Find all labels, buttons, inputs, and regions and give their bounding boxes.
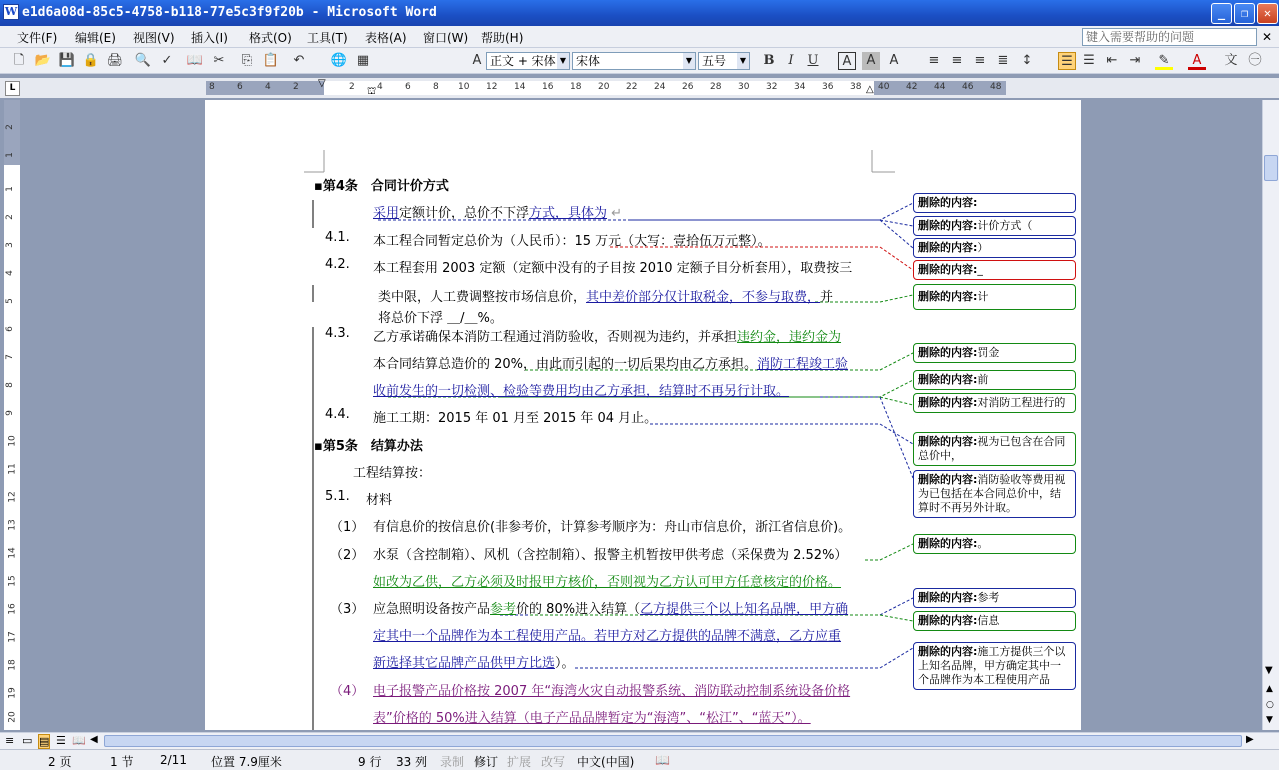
browse-object-icon[interactable]: ○ [1266, 700, 1274, 710]
reading-view-icon[interactable]: 📖 [72, 734, 86, 747]
menu-format[interactable]: 格式(O) [249, 31, 292, 45]
ruler-tick: 30 [738, 82, 750, 92]
text-run: 定额计价，总价不下浮 [399, 206, 530, 221]
increase-indent-icon[interactable]: ⇥ [1129, 53, 1141, 68]
ruler-tick: 10 [458, 82, 470, 92]
text-run: 乙方承诺确保本消防工程通过消防验收，否则视为违约，并承担 [373, 330, 738, 345]
ruler-tick: 11 [7, 463, 18, 475]
ruler-tick: 8 [433, 82, 439, 92]
permission-icon[interactable]: 🔒 [82, 53, 100, 68]
balloon-text: 施工方提供三个以上知名品牌，甲方确定其中一个品牌作为本工程使用产品 [918, 645, 1066, 686]
inserted-text: 参考 [490, 602, 517, 617]
menu-tools[interactable]: 工具(T) [307, 31, 348, 45]
horizontal-scrollbar[interactable] [0, 732, 1279, 749]
article-4-heading: ▪第4条 合同计价方式 [314, 179, 449, 194]
balloon-text: _ [977, 263, 983, 276]
status-page: 2 页 [48, 755, 72, 769]
print-icon[interactable]: 🖨 [106, 53, 124, 68]
web-view-icon[interactable]: ▭ [22, 734, 33, 747]
text-run: 并 [820, 290, 834, 305]
ruler-tick: 16 [7, 603, 18, 615]
ruler-tick: 5 [4, 298, 15, 304]
size-value: 五号 [702, 54, 727, 68]
word-app-icon[interactable]: W [4, 5, 18, 18]
save-icon[interactable]: 💾 [58, 53, 76, 68]
minimize-button[interactable]: _ [1211, 3, 1232, 24]
deletion-balloon[interactable] [913, 370, 1076, 390]
paragraph [373, 598, 848, 617]
balloon-text: 对消防工程进行的 [977, 396, 1066, 409]
article-4-title: 第4条 合同计价方式 [322, 179, 449, 194]
scroll-thumb[interactable] [1264, 155, 1278, 181]
spelling-icon[interactable]: ✓ [161, 53, 173, 68]
inserted-paragraph: 如改为乙供，乙方必须及时报甲方核价，否则视为乙方认可甲方任意核定的价格。 [373, 575, 842, 590]
ruler-tick: 24 [654, 82, 666, 92]
balloon-label: 删除的内容: [918, 537, 978, 550]
inserted-text: 消防工程竣工验 [757, 357, 849, 372]
ruler-tick: 40 [878, 82, 890, 92]
ruler-tick: 6 [4, 326, 15, 332]
ruler-tick: 15 [7, 575, 18, 587]
balloon-label: 删除的内容: [918, 435, 978, 448]
cut-icon[interactable]: ✂ [213, 53, 225, 68]
ruler-tick: 20 [598, 82, 610, 92]
ruler-tick: 2 [4, 214, 15, 220]
ruler-tick: 10 [7, 435, 18, 447]
align-center-icon[interactable]: ≡ [951, 53, 963, 68]
balloon-text: 。 [977, 537, 989, 550]
inserted-text: 新选择其它品牌产品供甲方比选 [373, 656, 556, 671]
status-track-changes[interactable]: 修订 [474, 755, 499, 769]
ruler-tick: 2 [4, 124, 15, 130]
paragraph: 将总价下浮 ＿/＿%。 [378, 311, 503, 326]
text-run: 类中限，人工费调整按市场信息价， [378, 290, 587, 305]
ruler-tick: 6 [405, 82, 411, 92]
status-extend[interactable]: 扩展 [507, 755, 532, 769]
window-title: e1d6a08d-85c5-4758-b118-77e5c3f9f20b - Microsoft Word [22, 5, 437, 20]
balloon-text: 罚金 [977, 346, 1000, 359]
ruler-tick: 26 [682, 82, 694, 92]
ruler-tick: 12 [486, 82, 498, 92]
ruler-tick: 17 [7, 631, 18, 643]
decrease-indent-icon[interactable]: ⇤ [1106, 53, 1118, 68]
deletion-balloon[interactable] [913, 393, 1076, 413]
first-indent-marker[interactable]: ▽ [318, 78, 326, 89]
ruler-tick: 8 [4, 382, 15, 388]
ruler-tick: 42 [906, 82, 918, 92]
chevron-down-icon[interactable]: ▼ [737, 53, 749, 69]
bullets-icon[interactable]: ☰ [1083, 53, 1095, 68]
deletion-balloon[interactable] [913, 284, 1076, 310]
inserted-paragraph: 收前发生的一切检测、检验等费用均由乙方承担，结算时不再另行计取。 [373, 384, 790, 399]
inserted-text: 乙方提供三个以上知名品牌，甲方确 [640, 602, 849, 617]
deletion-balloon[interactable] [913, 611, 1076, 631]
char-border-icon[interactable]: A [838, 52, 856, 70]
deletion-balloon[interactable] [913, 260, 1076, 280]
new-document-icon[interactable]: 🗋 [13, 53, 25, 68]
menu-view[interactable]: 视图(V) [133, 31, 175, 45]
paragraph: 本工程套用 2003 定额（定额中没有的子目按 2010 定额子目分析套用），取费按三 [373, 261, 853, 276]
balloon-label: 删除的内容: [918, 645, 978, 658]
copy-icon[interactable]: ⎘ [241, 53, 253, 68]
justify-icon[interactable]: ≣ [997, 53, 1009, 68]
hanging-indent-marker[interactable]: ⛫ [367, 86, 377, 97]
ruler-tick: 13 [7, 519, 18, 531]
balloon-label: 删除的内容: [918, 219, 978, 232]
chevron-down-icon[interactable]: ▼ [683, 53, 695, 69]
menu-file[interactable]: 文件(F) [17, 31, 58, 45]
balloon-label: 删除的内容: [918, 290, 978, 303]
vertical-scrollbar[interactable] [1262, 100, 1279, 730]
balloon-text: 消防验收等费用视为已包括在本合同总价中，结算时不再另外计取。 [918, 473, 1066, 514]
ruler-tick: 4 [377, 82, 383, 92]
ruler-tick: 38 [850, 82, 862, 92]
close-button[interactable]: ✕ [1257, 3, 1278, 24]
menu-help[interactable]: 帮助(H) [481, 31, 524, 45]
balloon-text: 参考 [977, 591, 1000, 604]
scroll-left-arrow-icon[interactable]: ◀ [90, 734, 98, 745]
paragraph: 施工工期：2015 年 01 月至 2015 年 04 月止。 [373, 411, 658, 426]
inserted-text: 违约金，违约金为 [737, 330, 842, 345]
italic-button[interactable]: I [788, 53, 794, 68]
paragraph: 材料 [366, 493, 393, 508]
print-layout-icon[interactable]: ▤ [39, 735, 50, 748]
ruler-tick: 2 [293, 82, 299, 92]
scroll-down-arrow-icon[interactable]: ▼ [1265, 665, 1273, 676]
ruler-tick: 3 [4, 242, 15, 248]
enclose-char-icon[interactable]: ㊀ [1248, 53, 1262, 68]
ruler-tick: 2 [349, 82, 355, 92]
balloon-text: ） [977, 241, 989, 254]
balloon-text: 信息 [977, 614, 1000, 627]
balloon-text: 前 [977, 373, 989, 386]
prev-page-icon[interactable]: ▲ [1266, 684, 1273, 694]
ruler-tick: 4 [265, 82, 271, 92]
balloon-label: 删除的内容: [918, 196, 978, 209]
help-search-input[interactable]: 键入需要帮助的问题 [1082, 28, 1257, 46]
ruler-tick: 18 [7, 659, 18, 671]
align-left-icon[interactable]: ≡ [928, 53, 940, 68]
status-bar [0, 749, 1279, 770]
balloon-text: 计价方式（ [977, 219, 1033, 232]
right-indent-marker[interactable]: △ [866, 84, 874, 95]
hyperlink-icon[interactable]: 🌐 [330, 53, 348, 68]
item-number: （3） [330, 602, 365, 617]
normal-view-icon[interactable]: ≡ [5, 734, 15, 747]
inserted-paragraph: 定其中一个品牌作为本工程使用产品。若甲方对乙方提供的品牌不满意，乙方应重 [373, 629, 842, 644]
bold-button[interactable]: B [763, 53, 775, 68]
balloon-label: 删除的内容: [918, 396, 978, 409]
ruler-tick: 34 [794, 82, 806, 92]
font-value: 宋体 [576, 54, 601, 68]
paragraph: 新选择其它品牌产品供甲方比选）。 [373, 656, 575, 671]
inserted-text: 其中差价部分仅计取税金，不参与取费， [586, 290, 821, 305]
font-color-icon[interactable]: A [1188, 52, 1206, 70]
status-line: 9 行 [358, 755, 382, 769]
ruler-tick: 14 [514, 82, 526, 92]
menu-edit[interactable]: 编辑(E) [75, 31, 116, 45]
deletion-balloon[interactable] [913, 642, 1076, 690]
underline-button[interactable]: U [807, 53, 819, 68]
ruler-tick: 6 [237, 82, 243, 92]
item-number: （2） [330, 548, 365, 563]
deletion-balloon[interactable] [913, 470, 1076, 518]
outline-view-icon[interactable]: ☰ [56, 734, 66, 747]
balloon-label: 删除的内容: [918, 263, 978, 276]
paragraph: 采用定额计价，总价不下浮方式，具体为 ↵ [373, 206, 623, 221]
deletion-balloon[interactable] [913, 216, 1076, 236]
highlight-icon[interactable]: ✎ [1155, 52, 1173, 70]
balloon-label: 删除的内容: [918, 241, 978, 254]
inserted-paragraph: 电子报警产品价格按 2007 年“海湾火灾自动报警系统、消防联动控制系统设备价格 [373, 684, 851, 699]
ruler-tick: 48 [990, 82, 1002, 92]
ruler-tick: 46 [962, 82, 974, 92]
text-run: 应急照明设备按产品 [373, 602, 491, 617]
paste-icon[interactable]: 📋 [262, 53, 280, 68]
styles-icon[interactable]: A [472, 53, 482, 68]
item-number: （1） [330, 520, 365, 535]
close-doc-icon[interactable]: ✕ [1262, 30, 1273, 44]
menu-window[interactable]: 窗口(W) [423, 31, 469, 45]
clause-number: 4.3. [325, 326, 350, 341]
ruler-tick: 22 [626, 82, 638, 92]
balloon-label: 删除的内容: [918, 591, 978, 604]
spelling-status-icon[interactable]: 📖 [655, 753, 670, 767]
balloon-text: 计 [977, 290, 989, 303]
menu-insert[interactable]: 插入(I) [191, 31, 228, 45]
paragraph: 水泵（含控制箱）、风机（含控制箱）、报警主机暂按甲供考虑（采保费为 2.52%） [373, 548, 848, 563]
balloon-label: 删除的内容: [918, 373, 978, 386]
paragraph: 本工程合同暂定总价为（人民币）：15 万元（大写：壹拾伍万元整）。 [373, 234, 771, 249]
inserted-text: 采用 [373, 206, 400, 221]
article-5-title: 第5条 结算办法 [322, 439, 423, 454]
paragraph: 有信息价的按信息价(非参考价，计算参考顺序为：舟山市信息价，浙江省信息价)。 [373, 520, 852, 535]
align-right-icon[interactable]: ≡ [974, 53, 986, 68]
tab-stop-selector[interactable]: L [5, 81, 20, 96]
research-icon[interactable]: 📖 [186, 53, 204, 68]
open-folder-icon[interactable]: 📂 [34, 53, 52, 68]
paragraph [373, 326, 841, 345]
line-spacing-icon[interactable]: ↕ [1021, 53, 1033, 68]
ruler-tick: 4 [4, 270, 15, 276]
text-run: 的 80%进入结算（ [529, 602, 641, 617]
deletion-balloon[interactable] [913, 238, 1076, 258]
inserted-text: 方式，具体为 [529, 206, 608, 221]
text-run: 本合同结算总造价的 20%，由此而引起的一切后果均由乙方承担。 [373, 357, 758, 372]
clause-number: 5.1. [325, 489, 350, 504]
ruler-tick: 32 [766, 82, 778, 92]
ruler-tick: 9 [4, 410, 15, 416]
balloon-label: 删除的内容: [918, 614, 978, 627]
numbering-icon[interactable]: ☰ [1058, 52, 1076, 70]
balloon-label: 删除的内容: [918, 473, 978, 486]
ruler-tick: 44 [934, 82, 946, 92]
balloon-text: 视为已包含在合同总价中， [918, 435, 1066, 462]
deletion-balloon[interactable] [913, 193, 1076, 213]
ruler-tick: 14 [7, 547, 18, 559]
ruler-tick: 1 [4, 152, 15, 158]
status-position: 位置 7.9厘米 [211, 755, 282, 769]
insert-table-icon[interactable]: ▦ [356, 53, 370, 68]
ruler-tick: 19 [7, 687, 18, 699]
deletion-balloon[interactable] [913, 343, 1076, 363]
scroll-right-arrow-icon[interactable]: ▶ [1246, 734, 1254, 745]
paragraph: 工程结算按： [353, 466, 432, 481]
paragraph [373, 353, 848, 372]
ruler-tick: 1 [4, 186, 15, 192]
print-preview-icon[interactable]: 🔍 [134, 53, 152, 68]
ruler-tick: 16 [542, 82, 554, 92]
status-overtype[interactable]: 改写 [541, 755, 566, 769]
menu-table[interactable]: 表格(A) [365, 31, 407, 45]
ruler-tick: 36 [822, 82, 834, 92]
paragraph [378, 286, 833, 305]
char-shading-icon[interactable]: A [862, 52, 880, 70]
hscroll-thumb[interactable] [104, 735, 1242, 747]
text-run: 价 [516, 602, 530, 617]
ruler-tick: 7 [4, 354, 15, 360]
maximize-button[interactable]: ❐ [1234, 3, 1255, 24]
next-page-icon[interactable]: ▼ [1266, 715, 1273, 725]
inserted-paragraph: 表”价格的 50%进入结算（电子产品品牌暂定为“海湾”、“松江”、“蓝天”）。 [373, 711, 811, 726]
ruler-tick: 18 [570, 82, 582, 92]
clause-number: 4.4. [325, 407, 350, 422]
phonetic-icon[interactable]: 文 [1224, 53, 1238, 68]
ruler-tick: 12 [7, 491, 18, 503]
status-language[interactable]: 中文(中国) [577, 755, 635, 769]
item-number: （4） [330, 684, 365, 699]
status-column: 33 列 [396, 755, 428, 769]
deletion-balloon[interactable] [913, 432, 1076, 466]
ruler-tick: 28 [710, 82, 722, 92]
chevron-down-icon[interactable]: ▼ [557, 53, 569, 69]
status-record[interactable]: 录制 [440, 755, 465, 769]
clause-number: 4.2. [325, 257, 350, 272]
deletion-balloon[interactable] [913, 588, 1076, 608]
article-5-heading: ▪第5条 结算办法 [314, 439, 423, 454]
ruler-tick: 20 [7, 711, 18, 723]
style-value: 正文 + 宋体 [490, 54, 556, 68]
clause-number: 4.1. [325, 230, 350, 245]
balloon-label: 删除的内容: [918, 346, 978, 359]
status-pages: 2/11 [160, 753, 187, 767]
undo-icon[interactable]: ↶ [293, 53, 305, 68]
status-section: 1 节 [110, 755, 134, 769]
char-scale-icon[interactable]: A [889, 53, 899, 68]
ruler-tick: 8 [209, 82, 215, 92]
deletion-balloon[interactable] [913, 534, 1076, 554]
